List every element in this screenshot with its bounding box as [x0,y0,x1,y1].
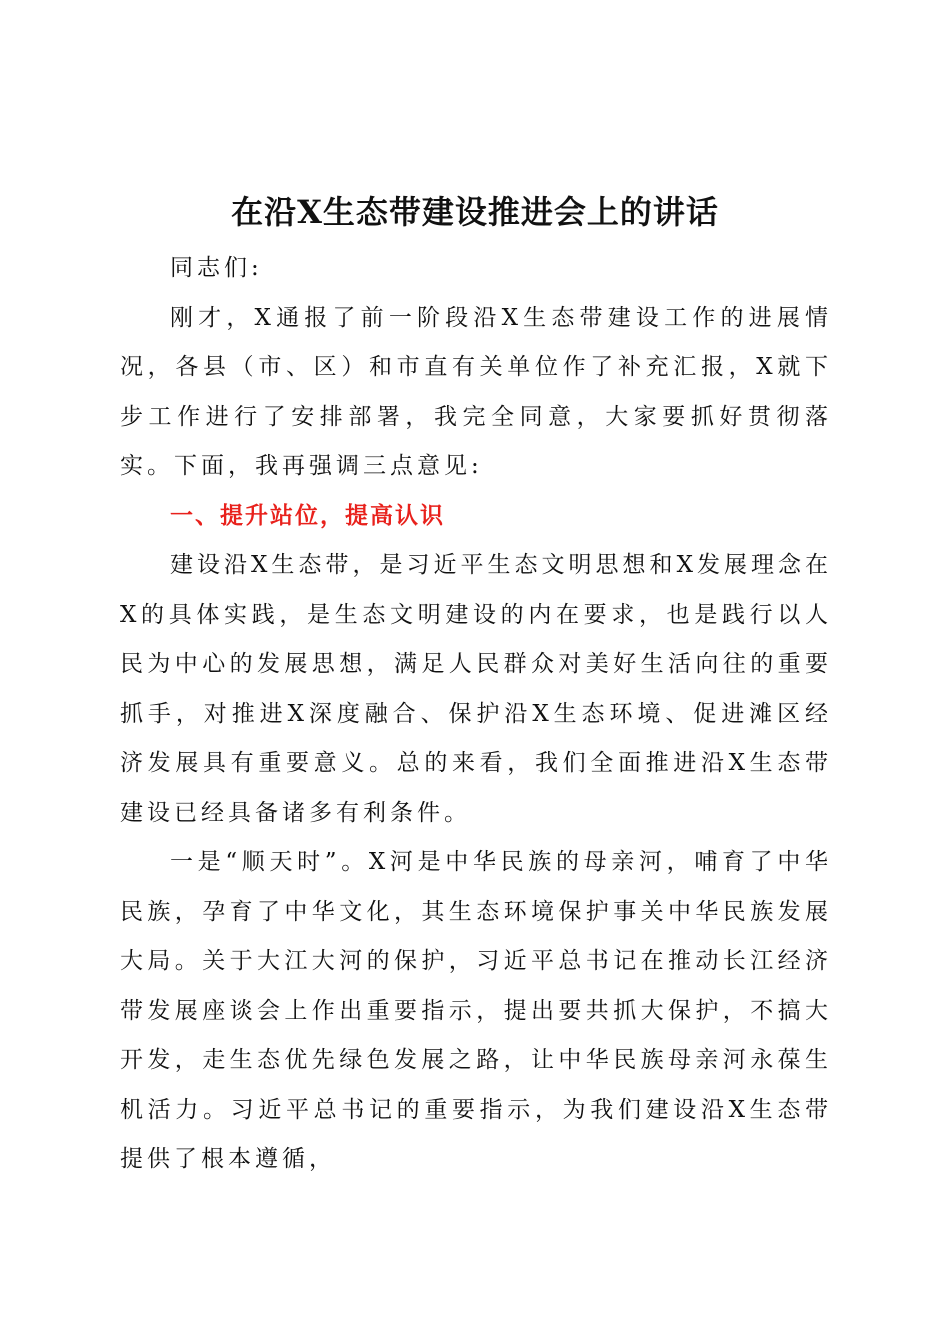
intro-paragraph: 刚才，X通报了前一阶段沿X生态带建设工作的进展情况，各县（市、区）和市直有关单位作了补充汇报，X就下步工作进行了安排部署，我完全同意，大家要抓好贯彻落实。下面，我再强调三点意见: [120,304,832,479]
document-title: 在沿X生态带建设推进会上的讲话 [231,193,719,231]
section-paragraph-1: 建设沿X生态带，是习近平生态文明思想和X发展理念在X的具体实践，是生态文明建设的内在要求，也是践行以人民为中心的发展思想，满足人民群众对美好生活向往的重要抓手，对推进X深度融合、保护沿X生态环境、促进滩区经济发展具有重要意义。总的来看，我们全面推进沿X生态带建设已经具备诸多有利条件。 [120,552,832,826]
document-body [120,244,832,1185]
section-heading: 一、提升站位，提高认识 [170,502,445,529]
salutation: 同志们: [170,255,263,281]
section-paragraph-2: 一是“顺天时”。X河是中华民族的母亲河，哺育了中华民族，孕育了中华文化，其生态环境保护事关中华民族发展大局。关于大江大河的保护，习近平总书记在推动长江经济带发展座谈会上作出重要指示，提出要共抓大保护，不搞大开发，走生态优先绿色发展之路，让中华民族母亲河永葆生机活力。习近平总书记的重要指示，为我们建设沿X生态带提供了根本遵循， [120,849,832,1172]
